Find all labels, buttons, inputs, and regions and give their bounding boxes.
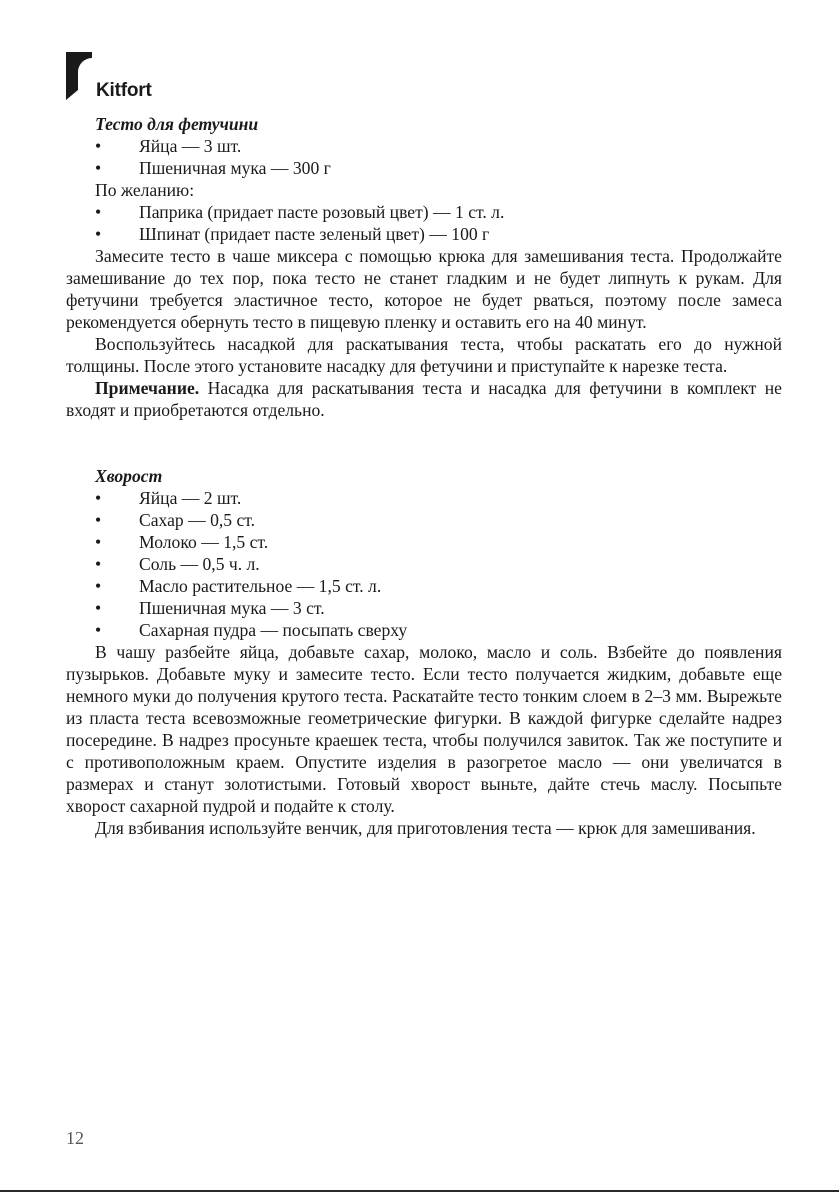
paragraph: В чашу разбейте яйца, добавьте сахар, молоко, масло и соль. Взбейте до появления пузырьков. Добавьте муку и замесите тесто. Если тесто получается жидким, добавьте еще немного муки до получения крутого теста. Раскатайте тесто тонким слоем в 2–3 мм. Вырежьте из пласта теста всевозможные геометрические фигурки. В каждой фигурке сделайте надрез посередине. В надрез просуньте краешек теста, чтобы получился завиток. Так же поступите и с противоположным краем. Опустите изделия в разогретое масло — они увеличатся в размерах и станут золотистыми. Готовый хворост выньте, дайте стечь маслу. Посыпьте хворост сахарной пудрой и подайте к столу. — [66, 642, 782, 816]
bullet: • — [95, 576, 102, 596]
page-content — [66, 113, 782, 839]
bullet: • — [95, 488, 102, 508]
bullet: • — [95, 532, 102, 552]
note-text: Насадка для раскатывания теста и насадка для фетучини в комплект не входят и приобретаются отдельно. — [66, 378, 782, 420]
note-label: Примечание. — [95, 378, 200, 398]
list-item: • Сахар — 0,5 ст. — [95, 510, 256, 530]
list-item: • Яйца — 3 шт. — [95, 136, 242, 156]
bullet: • — [95, 136, 102, 156]
paragraph: Для взбивания используйте венчик, для приготовления теста — крюк для замешивания. — [95, 818, 756, 838]
paragraph: Воспользуйтесь насадкой для раскатывания теста, чтобы раскатать его до нужной толщины. После этого установите насадку для фетучини и приступайте к нарезке теста. — [66, 334, 782, 376]
list-item: • Яйца — 2 шт. — [95, 488, 242, 508]
bullet: • — [95, 554, 102, 574]
bullet: • — [95, 510, 102, 530]
optional-ingredient-list — [66, 201, 782, 245]
list-item: • Пшеничная мука — 3 ст. — [95, 598, 325, 618]
recipe-title-fettuccine: Тесто для фетучини — [95, 114, 259, 134]
bullet: • — [95, 202, 102, 222]
section-gap — [66, 421, 782, 443]
list-item: • Молоко — 1,5 ст. — [95, 532, 269, 552]
bullet: • — [95, 598, 102, 618]
list-item: • Шпинат (придает пасте зеленый цвет) — 100 г — [95, 224, 490, 244]
brand-name: Kitfort — [96, 80, 152, 101]
optional-label: По желанию: — [95, 180, 195, 200]
ingredient-list — [66, 487, 782, 641]
kitfort-logo — [66, 52, 176, 106]
list-item: • Сахарная пудра — посыпать сверху — [95, 620, 408, 640]
bullet: • — [95, 224, 102, 244]
kitfort-logo-icon — [66, 52, 96, 100]
list-item: • Соль — 0,5 ч. л. — [95, 554, 260, 574]
ingredient-list — [66, 135, 782, 179]
bottom-rule — [0, 1190, 839, 1192]
list-item: • Паприка (придает пасте розовый цвет) — 1 ст. л. — [95, 202, 505, 222]
section-gap — [66, 443, 782, 465]
paragraph: Замесите тесто в чаше миксера с помощью крюка для замешивания теста. Продолжайте замешивание до тех пор, пока тесто не станет гладким и не будет липнуть к рукам. Для фетучини требуется эластичное тесто, которое не будет рваться, поэтому после замеса рекомендуется обернуть тесто в пищевую пленку и оставить его на 40 минут. — [66, 246, 782, 332]
recipe-title-khvorost: Хворост — [95, 466, 163, 486]
bullet: • — [95, 620, 102, 640]
note-paragraph — [66, 377, 782, 421]
list-item: • Масло растительное — 1,5 ст. л. — [95, 576, 382, 596]
bullet: • — [95, 158, 102, 178]
list-item: • Пшеничная мука — 300 г — [95, 158, 331, 178]
page-number: 12 — [66, 1128, 84, 1148]
